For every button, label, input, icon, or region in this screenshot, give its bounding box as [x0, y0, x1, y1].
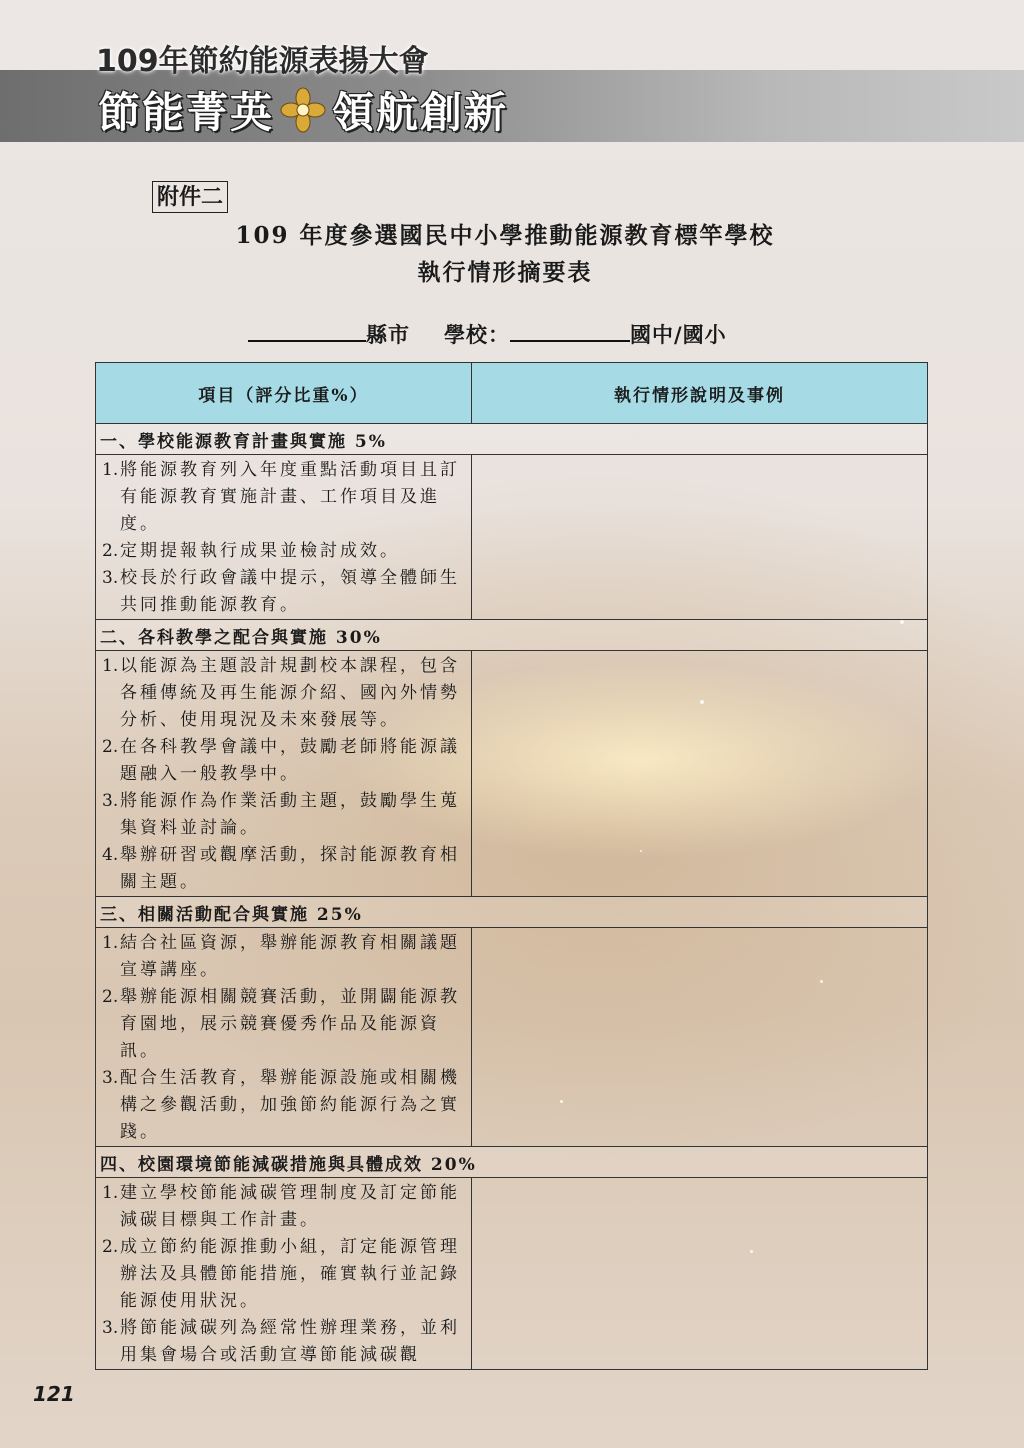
- table-header-row: [96, 363, 928, 424]
- item-number: 3.: [102, 791, 119, 811]
- list-item: [102, 1234, 461, 1315]
- county-label: 縣市: [366, 322, 410, 347]
- section-title: 二、各科教學之配合與實施 30%: [96, 620, 928, 651]
- item-number: 1.: [102, 1183, 119, 1203]
- county-blank[interactable]: [248, 318, 366, 342]
- item-number: 1.: [102, 460, 119, 480]
- item-text: 將節能減碳列為經常性辦理業務，並利用集會場合或活動宣導節能減碳觀: [120, 1318, 460, 1365]
- items-cell: [96, 455, 472, 620]
- item-number: 2.: [102, 541, 119, 561]
- list-item: [102, 1065, 461, 1146]
- list-item: [102, 1315, 461, 1369]
- section-row: [96, 424, 928, 455]
- section-items-row: [96, 455, 928, 620]
- item-text: 校長於行政會議中提示，領導全體師生共同推動能源教育。: [120, 568, 460, 615]
- list-item: [102, 538, 461, 565]
- list-item: [102, 1180, 461, 1234]
- description-cell[interactable]: [472, 928, 928, 1147]
- description-cell[interactable]: [472, 455, 928, 620]
- summary-table: [95, 362, 928, 1370]
- item-text: 配合生活教育，舉辦能源設施或相關機構之參觀活動，加強節約能源行為之實踐。: [120, 1068, 460, 1142]
- banner-title: [98, 80, 508, 140]
- description-cell[interactable]: [472, 651, 928, 897]
- list-item: [102, 565, 461, 619]
- description-cell[interactable]: [472, 1178, 928, 1370]
- item-text: 以能源為主題設計規劃校本課程，包含各種傳統及再生能源介紹、國內外情勢分析、使用現況及未來發展等。: [120, 656, 460, 730]
- item-text: 在各科教學會議中，鼓勵老師將能源議題融入一般教學中。: [120, 737, 460, 784]
- item-number: 3.: [102, 568, 119, 588]
- items-cell: [96, 651, 472, 897]
- item-text: 結合社區資源，舉辦能源教育相關議題宣導講座。: [120, 933, 460, 980]
- item-text: 定期提報執行成果並檢討成效。: [120, 541, 400, 561]
- column-header-description: 執行情形說明及事例: [472, 363, 928, 424]
- list-item: [102, 930, 461, 984]
- item-number: 1.: [102, 656, 119, 676]
- county-field: [248, 318, 410, 349]
- banner-title-left: 節能菁英: [98, 88, 275, 137]
- document-title: 109 年度參選國民中小學推動能源教育標竿學校: [235, 222, 775, 249]
- item-text: 將能源作為作業活動主題，鼓勵學生蒐集資料並討論。: [120, 791, 460, 838]
- item-number: 4.: [102, 845, 119, 865]
- school-blank[interactable]: [510, 318, 630, 342]
- annex-label: 附件二: [152, 181, 228, 213]
- item-number: 2.: [102, 737, 119, 757]
- items-cell: [96, 928, 472, 1147]
- section-row: [96, 620, 928, 651]
- section-items-row: [96, 1178, 928, 1370]
- section-items-row: [96, 651, 928, 897]
- school-type-label: 國中/國小: [630, 322, 727, 347]
- document-subtitle: 執行情形摘要表: [417, 259, 593, 286]
- list-item: [102, 734, 461, 788]
- item-number: 1.: [102, 933, 119, 953]
- list-item: [102, 457, 461, 538]
- item-number: 3.: [102, 1318, 119, 1338]
- section-items-row: [96, 928, 928, 1147]
- list-item: [102, 984, 461, 1065]
- item-number: 3.: [102, 1068, 119, 1088]
- item-number: 2.: [102, 987, 119, 1007]
- item-text: 建立學校節能減碳管理制度及訂定節能減碳目標與工作計畫。: [120, 1183, 460, 1230]
- banner-title-right: 領航創新: [332, 88, 509, 137]
- item-text: 舉辦研習或觀摩活動，探討能源教育相關主題。: [120, 845, 460, 892]
- section-title: 一、學校能源教育計畫與實施 5%: [96, 424, 928, 455]
- column-header-items: 項目（評分比重%）: [96, 363, 472, 424]
- list-item: [102, 788, 461, 842]
- list-item: [102, 842, 461, 896]
- page-number: 121: [33, 1382, 75, 1406]
- section-row: [96, 897, 928, 928]
- school-label: 學校：: [444, 322, 510, 347]
- section-title: 三、相關活動配合與實施 25%: [96, 897, 928, 928]
- item-text: 舉辦能源相關競賽活動，並開闢能源教育園地，展示競賽優秀作品及能源資訊。: [120, 987, 460, 1061]
- item-number: 2.: [102, 1237, 119, 1257]
- section-title: 四、校園環境節能減碳措施與具體成效 20%: [96, 1147, 928, 1178]
- flower-logo-icon: [280, 87, 326, 133]
- item-text: 成立節約能源推動小組，訂定能源管理辦法及具體節能措施，確實執行並記錄能源使用狀況。: [120, 1237, 460, 1311]
- school-field: [444, 318, 727, 349]
- list-item: [102, 653, 461, 734]
- section-row: [96, 1147, 928, 1178]
- items-cell: [96, 1178, 472, 1370]
- event-name: 109年節約能源表揚大會: [96, 44, 429, 79]
- item-text: 將能源教育列入年度重點活動項目且訂有能源教育實施計畫、工作項目及進度。: [120, 460, 460, 534]
